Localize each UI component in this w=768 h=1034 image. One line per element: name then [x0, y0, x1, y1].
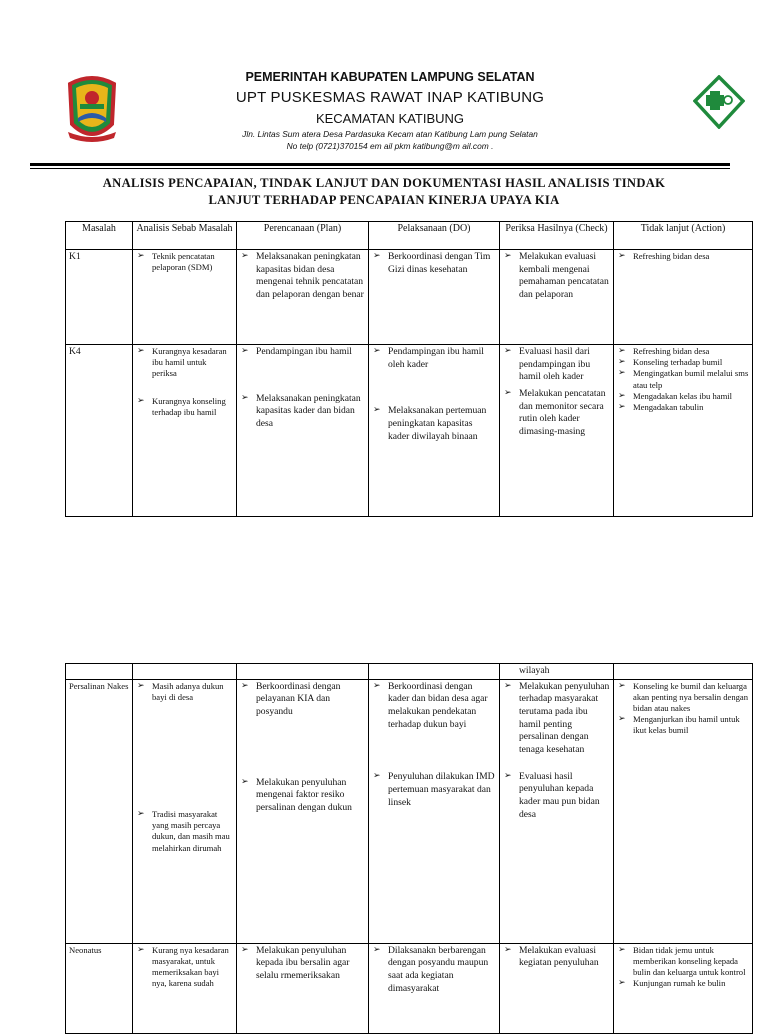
do-cell — [369, 943, 500, 1033]
plan-cell — [237, 679, 369, 943]
list-item: ➢ Pendampingan ibu hamil oleh kader — [372, 346, 496, 371]
list-item: ➢ Teknik pencatatan pelaporan (SDM) — [136, 251, 233, 273]
do-cell — [369, 345, 500, 517]
list-item: ➢ Berkoordinasi dengan pelayanan KIA dan posyandu — [240, 681, 365, 719]
table-header-row — [66, 222, 753, 250]
list-item: ➢ Melaksanakan pertemuan peningkatan kapasitas kader diwilayah binaan — [372, 405, 496, 443]
header-masalah: Masalah — [66, 222, 133, 250]
sebab-cell — [133, 250, 237, 345]
check-cell — [500, 345, 614, 517]
list-item: ➢ Kurangnya kesadaran ibu hamil untuk periksa — [136, 346, 233, 380]
contact-line: No telp (0721)370154 em ail pkm katibung@m ail.com . — [286, 141, 494, 151]
district-name: KECAMATAN KATIBUNG — [315, 111, 465, 126]
sebab-cell — [133, 679, 237, 943]
list-item: ➢ Pendampingan ibu hamil — [240, 346, 365, 359]
list-item: ➢ Kurangnya konseling terhadap ibu hamil — [136, 396, 233, 418]
check-cell — [500, 250, 614, 345]
list-item: ➢ Melakukan penyuluhan terhadap masyarakat terutama pada ibu hamil penting persalinan dengan tenaga kesehatan — [503, 681, 610, 757]
list-item: ➢ Menganjurkan ibu hamil untuk ikut kelas bumil — [617, 714, 749, 736]
header-check: Periksa Hasilnya (Check) — [500, 222, 614, 250]
list-item: ➢ Melakukan pencatatan dan memonitor secara rutin oleh kader dimasing-masing — [503, 388, 610, 439]
action-cell — [614, 345, 753, 517]
action-cell — [614, 250, 753, 345]
list-item: ➢ Konseling terhadap bumil — [617, 357, 749, 368]
letterhead — [0, 0, 768, 170]
puskesmas-name: UPT PUSKESMAS RAWAT INAP KATIBUNG — [235, 89, 545, 106]
do-cell — [369, 250, 500, 345]
list-item: ➢ Penyuluhan dilakukan IMD pertemuan masyarakat dan linsek — [372, 771, 496, 809]
plan-cell — [237, 345, 369, 517]
sebab-cell — [133, 943, 237, 1033]
list-item: ➢ Mengingatkan bumil melalui sms atau telp — [617, 368, 749, 390]
table-row — [66, 943, 753, 1033]
header-analisis-sebab: Analisis Sebab Masalah — [133, 222, 237, 250]
list-item: ➢ Melakukan penyuluhan kepada ibu bersalin agar selalu rmemeriksakan — [240, 945, 365, 983]
header-do: Pelaksanaan (DO) — [369, 222, 500, 250]
list-item: ➢ Refreshing bidan desa — [617, 251, 749, 262]
masalah-cell: Persalinan Nakes — [66, 679, 133, 943]
document-title-line-2: LANJUT TERHADAP PENCAPAIAN KINERJA UPAYA KIA — [208, 193, 560, 207]
sebab-cell — [133, 345, 237, 517]
document-title-line-1: ANALISIS PENCAPAIAN, TINDAK LANJUT DAN DOKUMENTASI HASIL ANALISIS TINDAK — [102, 176, 666, 190]
puskesmas-logo-icon — [693, 75, 745, 129]
continued-text: wilayah — [500, 664, 614, 680]
list-item: ➢ Evaluasi hasil penyuluhan kepada kader mau pun bidan desa — [503, 771, 610, 822]
list-item: ➢ Melakukan penyuluhan mengenai faktor resiko persalinan dengan dukun — [240, 777, 365, 815]
list-item: ➢ Mengadakan kelas ibu hamil — [617, 391, 749, 402]
list-item: ➢ Melakukan evaluasi kegiatan penyuluhan — [503, 945, 610, 970]
address-line: Jln. Lintas Sum atera Desa Pardasuka Kecam atan Katibung Lam pung Selatan — [242, 129, 538, 139]
check-cell — [500, 943, 614, 1033]
list-item: ➢ Melaksanakan peningkatan kapasitas kader dan bidan desa — [240, 393, 365, 431]
analysis-table-page-2 — [65, 663, 753, 1034]
header-divider-thick — [30, 163, 730, 166]
header-action: Tidak lanjut (Action) — [614, 222, 753, 250]
government-name: PEMERINTAH KABUPATEN LAMPUNG SELATAN — [245, 70, 535, 84]
list-item: ➢ Berkoordinasi dengan Tim Gizi dinas kesehatan — [372, 251, 496, 276]
analysis-table-page-1 — [65, 221, 753, 517]
list-item: ➢ Berkoordinasi dengan kader dan bidan desa agar melakukan pendekatan terhadap dukun bayi — [372, 681, 496, 732]
action-cell — [614, 679, 753, 943]
list-item: ➢ Melaksanakan peningkatan kapasitas bidan desa mengenai tehnik pencatatan dan pelaporan dengan benar — [240, 251, 365, 302]
list-item: ➢ Bidan tidak jemu untuk memberikan konseling kepada bulin dan keluarga untuk kontrol — [617, 945, 749, 979]
list-item: ➢ Evaluasi hasil dari pendampingan ibu hamil oleh kader — [503, 346, 610, 384]
regency-emblem-icon — [66, 74, 118, 144]
list-item: ➢ Konseling ke bumil dan keluarga akan penting nya bersalin dengan bidan atau nakes — [617, 681, 749, 715]
check-cell — [500, 679, 614, 943]
masalah-cell: Neonatus — [66, 943, 133, 1033]
masalah-cell: K4 — [66, 345, 133, 517]
do-cell — [369, 679, 500, 943]
header-divider-thin — [30, 168, 730, 169]
list-item: ➢ Refreshing bidan desa — [617, 346, 749, 357]
list-item: ➢ Tradisi masyarakat yang masih percaya dukun, dan masih mau melahirkan dirumah — [136, 809, 233, 854]
list-item: ➢ Kurang nya kesadaran masyarakat, untuk memeriksakan bayi nya, karena sudah — [136, 945, 233, 990]
table-row — [66, 679, 753, 943]
list-item: ➢ Melakukan evaluasi kembali mengenai pemahaman pencatatan dan pelaporan — [503, 251, 610, 302]
plan-cell — [237, 250, 369, 345]
header-plan: Perencanaan (Plan) — [237, 222, 369, 250]
list-item: ➢ Masih adanya dukun bayi di desa — [136, 681, 233, 703]
list-item: ➢ Dilaksanakn berbarengan dengan posyandu maupun saat ada kegiatan dimasyarakat — [372, 945, 496, 996]
list-item: ➢ Kunjungan rumah ke bulin — [617, 978, 749, 989]
table-row — [66, 250, 753, 345]
table-row — [66, 664, 753, 680]
plan-cell — [237, 943, 369, 1033]
masalah-cell: K1 — [66, 250, 133, 345]
action-cell — [614, 943, 753, 1033]
list-item: ➢ Mengadakan tabulin — [617, 402, 749, 413]
table-row — [66, 345, 753, 517]
